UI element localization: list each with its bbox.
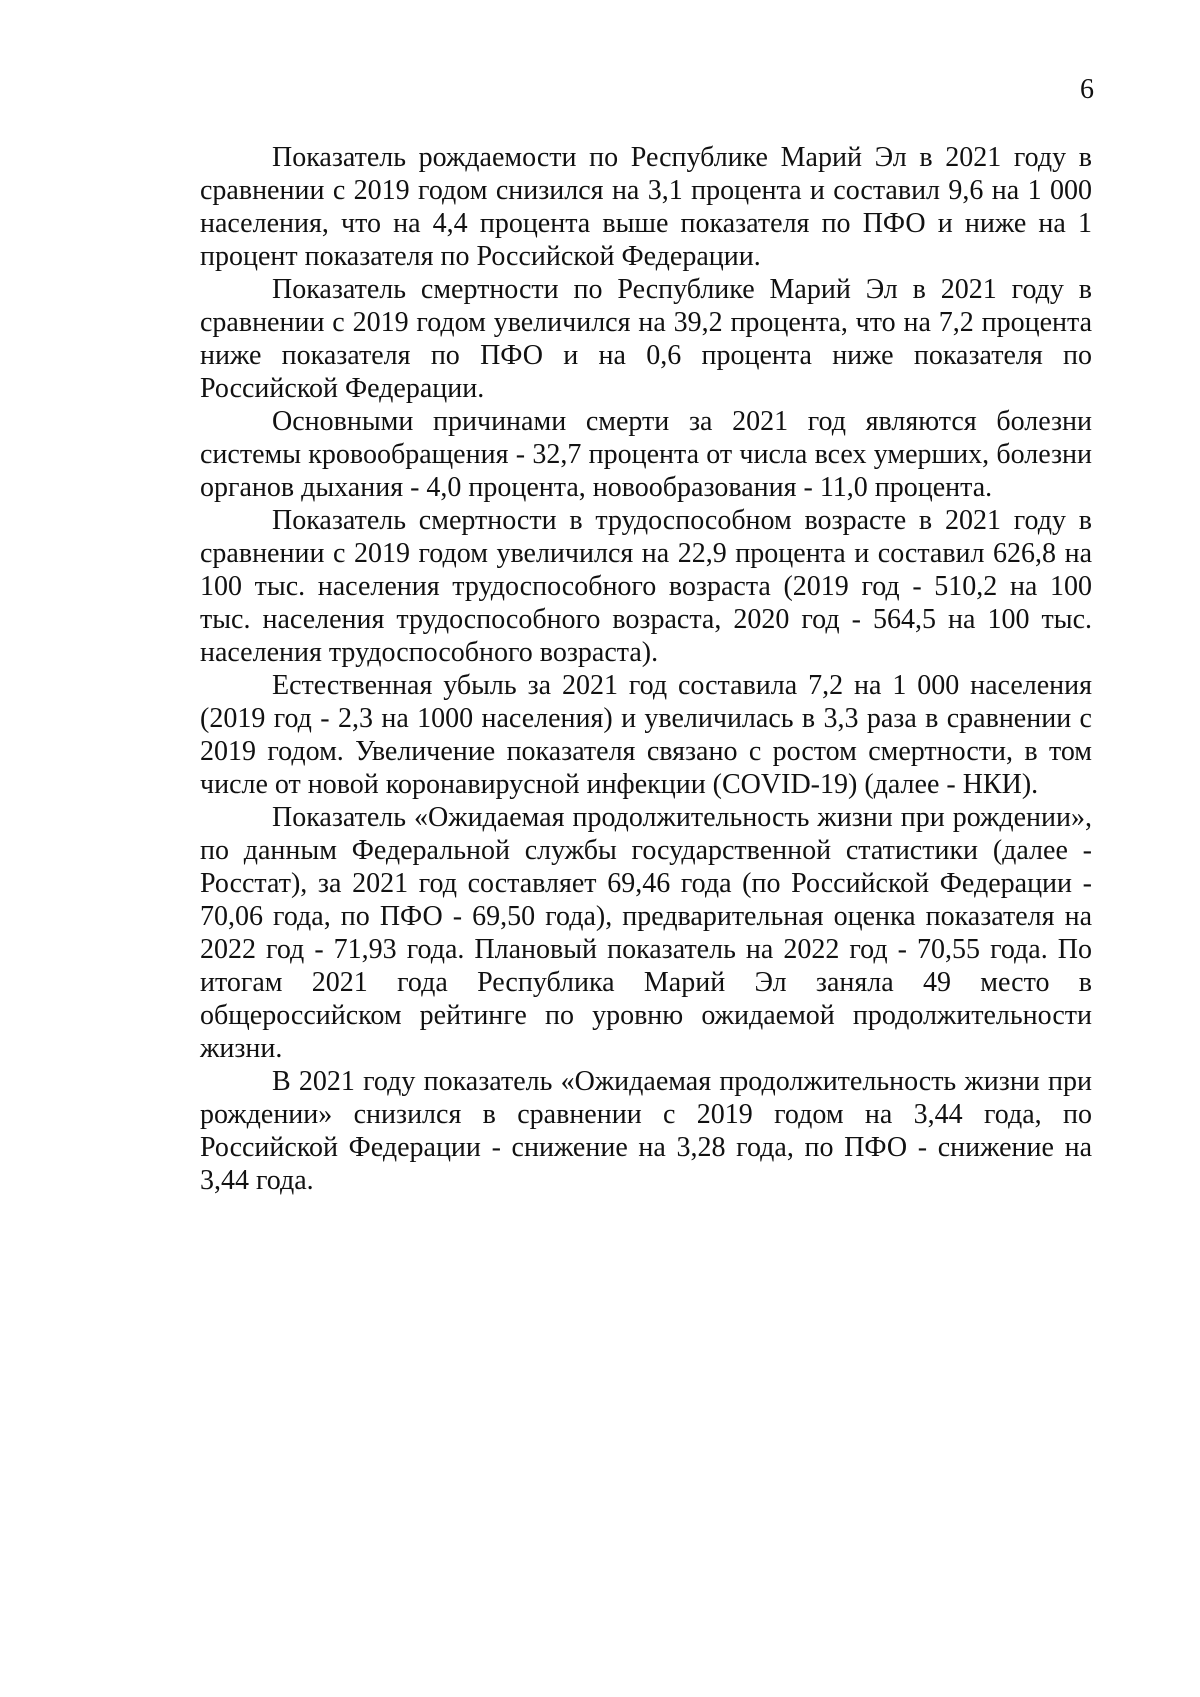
paragraph-birth-rate: Показатель рождаемости по Республике Марий Эл в 2021 году в сравнении с 2019 годом снизился на 3,1 процента и составил 9,6 на 1 000 населения, что на 4,4 процента выше показателя по ПФО и ниже на 1 процент показателя по Российской Федерации. [200,142,1092,272]
page-number: 6 [1080,74,1094,105]
document-body [200,141,1092,1197]
paragraph-life-expectancy: Показатель «Ожидаемая продолжительность жизни при рождении», по данным Федеральной службы государственной статистики (далее - Росстат), за 2021 год составляет 69,46 года (по Российской Федерации - 70,06 года, по ПФО - 69,50 года), предварительная оценка показателя на 2022 год - 71,93 года. Плановый показатель на 2022 год - 70,55 года. По итогам 2021 года Республика Марий Эл заняла 49 место в общероссийском рейтинге по уровню ожидаемой продолжительности жизни. [200,802,1092,1064]
paragraph-causes-of-death: Основными причинами смерти за 2021 год являются болезни системы кровообращения - 32,7 процента от числа всех умерших, болезни органов дыхания - 4,0 процента, новообразования - 11,0 процента. [200,406,1092,503]
paragraph-life-expectancy-decline: В 2021 году показатель «Ожидаемая продолжительность жизни при рождении» снизился в сравнении с 2019 годом на 3,44 года, по Российской Федерации - снижение на 3,28 года, по ПФО - снижение на 3,44 года. [200,1066,1092,1196]
paragraph-mortality-rate: Показатель смертности по Республике Марий Эл в 2021 году в сравнении с 2019 годом увеличился на 39,2 процента, что на 7,2 процента ниже показателя по ПФО и на 0,6 процента ниже показателя по Российской Федерации. [200,274,1092,404]
paragraph-working-age-mortality: Показатель смертности в трудоспособном возрасте в 2021 году в сравнении с 2019 годом увеличился на 22,9 процента и составил 626,8 на 100 тыс. населения трудоспособного возраста (2019 год - 510,2 на 100 тыс. населения трудоспособного возраста, 2020 год - 564,5 на 100 тыс. населения трудоспособного возраста). [200,505,1092,668]
paragraph-natural-decline: Естественная убыль за 2021 год составила 7,2 на 1 000 населения (2019 год - 2,3 на 1000 населения) и увеличилась в 3,3 раза в сравнении с 2019 годом. Увеличение показателя связано с ростом смертности, в том числе от новой коронавирусной инфекции (COVID-19) (далее - НКИ). [200,670,1092,800]
